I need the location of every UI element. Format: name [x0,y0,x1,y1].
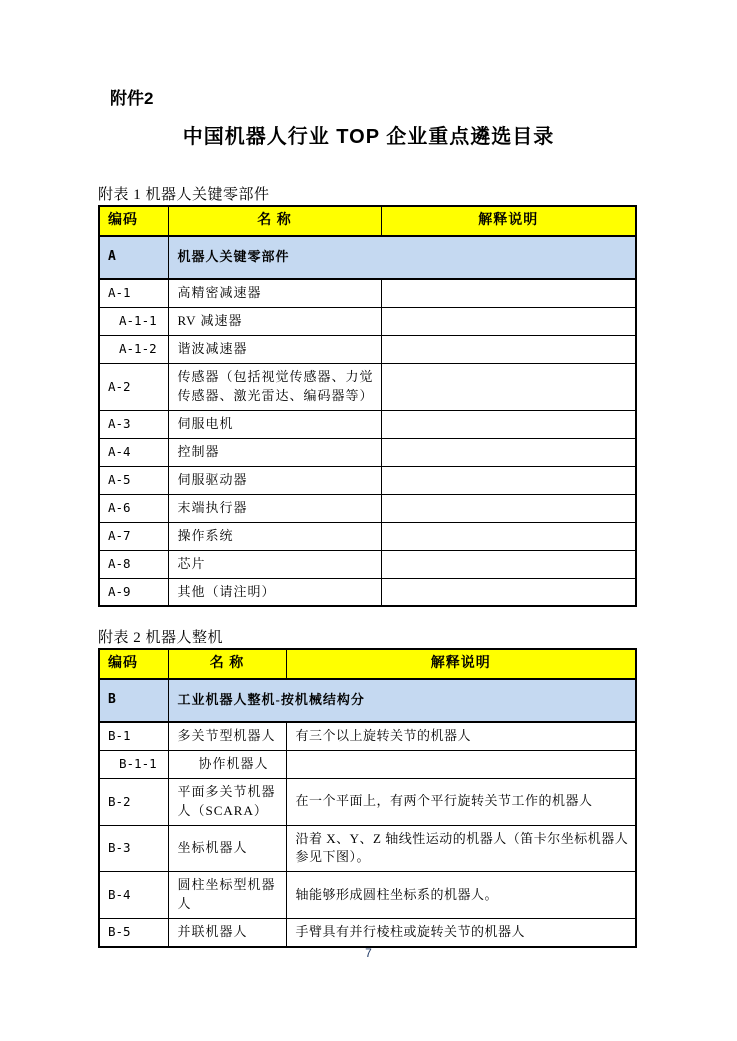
table-row [99,410,636,438]
cell-name: 伺服驱动器 [168,466,381,494]
cell-name: 操作系统 [168,522,381,550]
cell-name: 协作机器人 [168,750,286,778]
table-key-components [98,205,637,607]
table-row [99,494,636,522]
cell-code: A-9 [99,578,168,606]
cell-code: B-3 [99,825,168,872]
table-row [99,466,636,494]
column-header-name: 名 称 [168,206,381,236]
cell-name: 芯片 [168,550,381,578]
cell-section-name: 工业机器人整机-按机械结构分 [168,679,636,722]
cell-code: A-2 [99,363,168,410]
cell-code: B-1-1 [99,750,168,778]
table-row [99,307,636,335]
cell-desc [381,466,636,494]
column-header-name: 名 称 [168,649,286,679]
cell-code: A-7 [99,522,168,550]
cell-desc [381,550,636,578]
cell-name: 多关节型机器人 [168,722,286,750]
table-row [99,522,636,550]
cell-desc [381,578,636,606]
cell-code: B [99,679,168,722]
table-row [99,722,636,750]
cell-name: RV 减速器 [168,307,381,335]
table2-caption: 附表 2 机器人整机 [98,630,224,646]
cell-code: A [99,236,168,279]
cell-desc [381,410,636,438]
section-row-B [99,679,636,722]
cell-name: 圆柱坐标型机器人 [168,872,286,919]
cell-desc: 有三个以上旋转关节的机器人 [286,722,636,750]
cell-code: A-5 [99,466,168,494]
cell-desc [381,438,636,466]
table-row [99,363,636,410]
cell-name: 其他（请注明） [168,578,381,606]
cell-name: 伺服电机 [168,410,381,438]
page-number: 7 [365,946,372,960]
cell-code: A-6 [99,494,168,522]
column-header-code: 编码 [99,649,168,679]
cell-code: A-1-2 [99,335,168,363]
cell-desc [286,750,636,778]
cell-code: A-3 [99,410,168,438]
table-row [99,335,636,363]
cell-code: A-8 [99,550,168,578]
table-row [99,872,636,919]
column-header-code: 编码 [99,206,168,236]
cell-desc [381,279,636,307]
cell-desc [381,307,636,335]
cell-desc: 在一个平面上，有两个平行旋转关节工作的机器人 [286,778,636,825]
column-header-desc: 解释说明 [286,649,636,679]
table-row [99,279,636,307]
table-row [99,825,636,872]
cell-name: 控制器 [168,438,381,466]
table-header-row [99,649,636,679]
column-header-desc: 解释说明 [381,206,636,236]
cell-name: 末端执行器 [168,494,381,522]
table-row [99,778,636,825]
cell-desc [381,363,636,410]
cell-code: B-2 [99,778,168,825]
table-row [99,438,636,466]
table1-caption: 附表 1 机器人关键零部件 [98,187,270,203]
cell-code: B-1 [99,722,168,750]
attachment-label: 附件2 [110,89,154,108]
cell-code: A-1 [99,279,168,307]
table-row [99,550,636,578]
table-row [99,918,636,946]
cell-desc [381,494,636,522]
table-row [99,578,636,606]
cell-code: A-1-1 [99,307,168,335]
table-robot-machines [98,648,637,948]
cell-name: 谐波减速器 [168,335,381,363]
table-header-row [99,206,636,236]
cell-section-name: 机器人关键零部件 [168,236,636,279]
cell-desc [381,335,636,363]
cell-desc: 轴能够形成圆柱坐标系的机器人。 [286,872,636,919]
cell-name: 并联机器人 [168,918,286,946]
document-title: 中国机器人行业 TOP 企业重点遴选目录 [182,126,555,148]
cell-desc: 沿着 X、Y、Z 轴线性运动的机器人（笛卡尔坐标机器人参见下图）。 [286,825,636,872]
cell-code: A-4 [99,438,168,466]
cell-name: 坐标机器人 [168,825,286,872]
cell-desc: 手臂具有并行棱柱或旋转关节的机器人 [286,918,636,946]
cell-name: 传感器（包括视觉传感器、力觉传感器、激光雷达、编码器等） [168,363,381,410]
cell-code: B-5 [99,918,168,946]
cell-name: 高精密减速器 [168,279,381,307]
cell-name: 平面多关节机器人（SCARA） [168,778,286,825]
cell-code: B-4 [99,872,168,919]
cell-desc [381,522,636,550]
section-row-A [99,236,636,279]
table-row [99,750,636,778]
